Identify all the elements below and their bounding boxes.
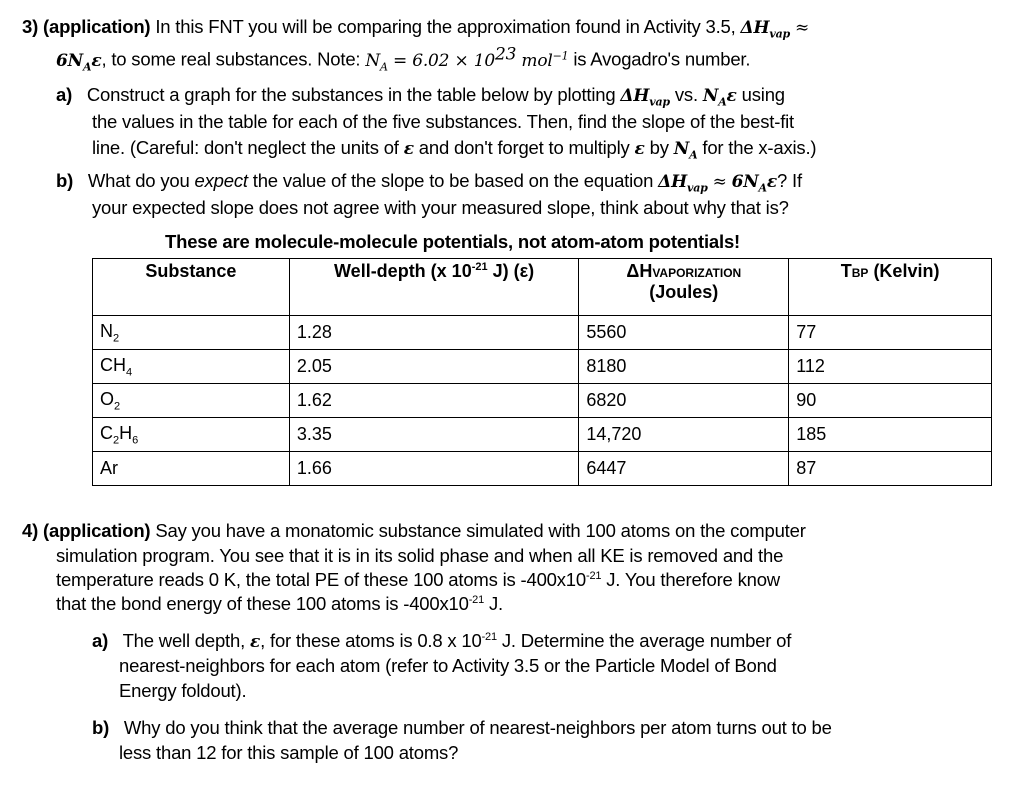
- table-row: [93, 350, 992, 384]
- header-tbp: TBP (Kelvin): [789, 259, 992, 316]
- q3a-line-2: the values in the table for each of the five substances. Then, find the slope of the best-fit: [92, 111, 794, 132]
- math: $\Delta H_{vap}$: [740, 18, 791, 41]
- q3-number: 3): [22, 16, 39, 37]
- dh-cell: 14,720: [579, 418, 789, 452]
- well-depth-cell: 2.05: [289, 350, 579, 384]
- q3a-line-1: a) Construct a graph for the substances in the table below by plotting $\Delta H_{vap}$ vs. $N_A\varepsilon$ using: [56, 84, 785, 109]
- dh-cell: 6447: [579, 452, 789, 486]
- tbp-cell: 112: [789, 350, 992, 384]
- tbp-cell: 185: [789, 418, 992, 452]
- substance-cell: $CH_4$: [93, 350, 290, 384]
- well-depth-cell: 3.35: [289, 418, 579, 452]
- tbp-cell: 90: [789, 384, 992, 418]
- q3b-label: b): [56, 170, 74, 191]
- tbp-cell: 87: [789, 452, 992, 486]
- tbp-cell: 77: [789, 316, 992, 350]
- q3-line-2: [56, 44, 750, 73]
- substance-cell: $N_2$: [93, 316, 290, 350]
- q4-line-3: temperature reads 0 K, the total PE of these 100 atoms is $-400x10^{-21}$ J. You therefore know: [56, 569, 780, 590]
- math: ≈: [794, 18, 810, 38]
- dh-cell: 5560: [579, 316, 789, 350]
- q3-text: , to some real substances. Note:: [101, 48, 361, 70]
- q3-tag: (application): [43, 16, 151, 37]
- math: $N_A = 6.02 \times 10^{23}$ mol$^{-1}$: [365, 44, 569, 74]
- q3a-line-3: line. (Careful: don't neglect the units of ε and don't forget to multiply ε by $N_A$ for the x-axis.): [92, 137, 817, 162]
- q4-line-4: that the bond energy of these 100 atoms is $-400x10^{-21}$ J.: [56, 593, 503, 614]
- q4-line-2: simulation program. You see that it is in its solid phase and when all KE is removed and the: [56, 545, 784, 566]
- q3a-text: Construct a graph for the substances in the table below by plotting: [86, 84, 616, 105]
- q3-line-1: [22, 16, 809, 40]
- header-substance: Substance: [93, 259, 290, 316]
- header-well-depth: Well-depth (x $10^{-21}$ J) (ε): [289, 259, 579, 316]
- table-note: These are molecule-molecule potentials, not atom-atom potentials!: [165, 231, 740, 252]
- dh-cell: 8180: [579, 350, 789, 384]
- table-row: [93, 316, 992, 350]
- q4b-line-2: less than 12 for this sample of 100 atoms?: [119, 742, 459, 763]
- q4a-line-2: nearest-neighbors for each atom (refer to Activity 3.5 or the Particle Model of Bond: [119, 655, 777, 676]
- q3-text: is Avogadro's number.: [573, 48, 751, 70]
- q4a-line-1: a) The well depth, ε, for these atoms is 0.8 x $10^{-21}$ J. Determine the average number of: [92, 630, 792, 652]
- q3b-line-1: b) What do you expect the value of the slope to be based on the equation $\Delta H_{vap} \approx 6N_A\varepsilon$? If: [56, 170, 802, 195]
- well-depth-cell: 1.66: [289, 452, 579, 486]
- substances-table: [92, 258, 992, 486]
- q4b-line-1: b) Why do you think that the average number of nearest-neighbors per atom turns out to be: [92, 717, 832, 738]
- q3b-line-2: your expected slope does not agree with your measured slope, think about why that is?: [92, 197, 789, 218]
- q4-line-1: 4) (application) Say you have a monatomic substance simulated with 100 atoms on the computer: [22, 520, 806, 541]
- table-row: [93, 384, 992, 418]
- table-row: [93, 418, 992, 452]
- q3a-label: a): [56, 84, 73, 105]
- dh-cell: 6820: [579, 384, 789, 418]
- table-header-row: [93, 259, 992, 316]
- well-depth-cell: 1.62: [289, 384, 579, 418]
- q4a-line-3: Energy foldout).: [119, 680, 247, 701]
- substance-cell: $O_2$: [93, 384, 290, 418]
- q3-text: In this FNT you will be comparing the approximation found in Activity 3.5,: [155, 16, 736, 37]
- well-depth-cell: 1.28: [289, 316, 579, 350]
- substance-cell: $C_2H_6$: [93, 418, 290, 452]
- substance-cell: Ar: [93, 452, 290, 486]
- table-row: [93, 452, 992, 486]
- header-dh-vaporization: ΔHVAPORIZATION (Joules): [579, 259, 789, 316]
- math: $6N_A\varepsilon$: [56, 50, 102, 74]
